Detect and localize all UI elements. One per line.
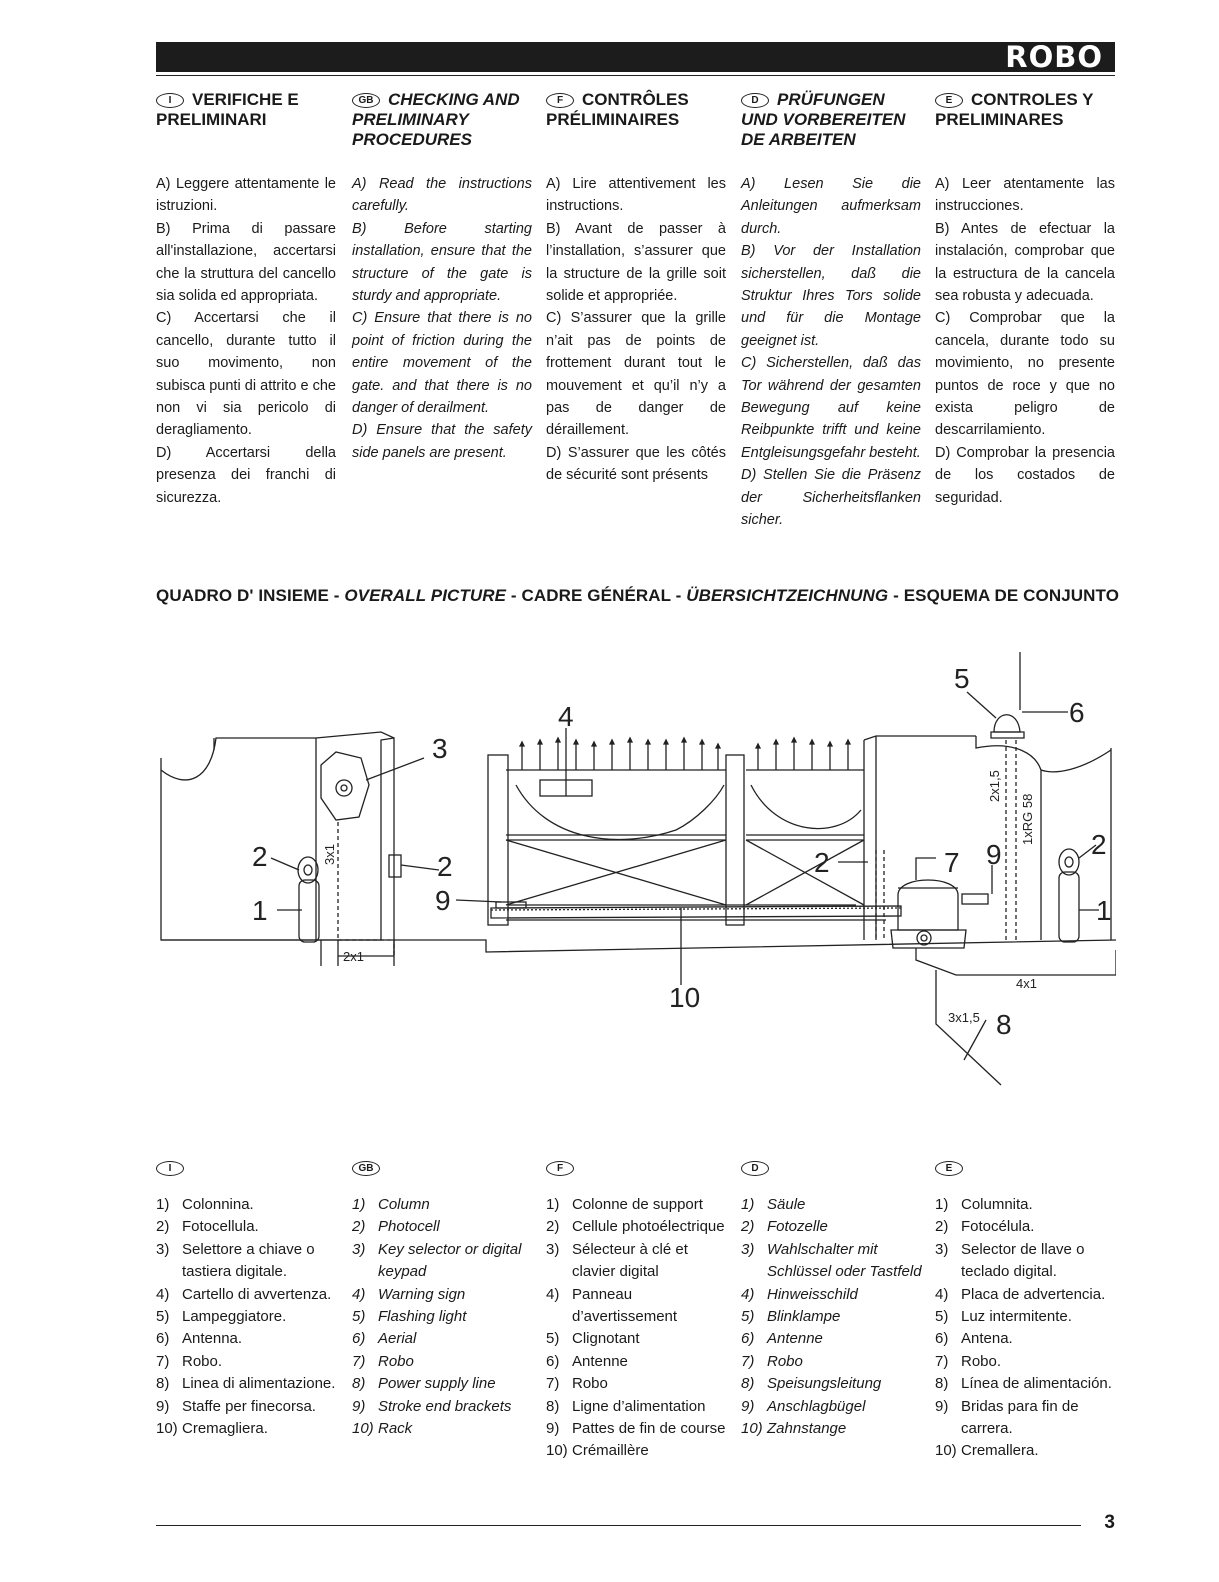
legend-item-number: 9) [741, 1397, 755, 1415]
column-right [1059, 872, 1079, 942]
legend-item-text: Stroke end brackets [378, 1397, 512, 1415]
paragraph: D) Accertarsi della presenza dei franchi di sicurezza. [156, 444, 336, 506]
legend-item-text: Crémaillère [572, 1442, 649, 1460]
callout-3: 3 [432, 733, 448, 764]
header-bar [156, 42, 1115, 72]
legend-item-text: Aerial [378, 1330, 417, 1348]
legend-item-number: 4) [935, 1285, 949, 1303]
legend-item-text: Lampeggiatore. [182, 1308, 287, 1326]
legend-item-text: Bridas para fin de carrera. [961, 1397, 1079, 1438]
column-heading-it [156, 90, 336, 130]
title-fr: CADRE GÉNÉRAL [521, 586, 671, 605]
legend-item-text: Key selector or digital keypad [378, 1240, 522, 1281]
legend-item [352, 1239, 532, 1284]
callout-2-left: 2 [252, 841, 268, 872]
legend-item-text: Antena. [961, 1330, 1013, 1348]
callout-10: 10 [669, 982, 701, 1013]
legend-item [156, 1216, 346, 1238]
legend-head-de [741, 1158, 769, 1176]
legend-item-text: Columnita. [961, 1196, 1033, 1213]
legend-item-number: 5) [741, 1308, 755, 1326]
title-gb: OVERALL PICTURE [344, 586, 507, 605]
legend-item-number: 4) [546, 1285, 560, 1303]
left-wall [161, 732, 394, 955]
callout-1-left: 1 [252, 895, 268, 926]
legend-item-text: Fotozelle [767, 1218, 828, 1236]
heading-text: CONTRÔLES PRÉLIMINAIRES [546, 90, 689, 129]
paragraph: B) Prima di passare all'installazione, accertarsi che la struttura del cancello sia solida ed appropriata. [156, 220, 336, 305]
callout-5: 5 [954, 663, 970, 694]
legend-item [741, 1351, 923, 1373]
legend-item-text: Photocell [378, 1218, 440, 1236]
legend-item-text: Rack [378, 1420, 413, 1438]
lang-badge-gb: GB [352, 1161, 380, 1176]
legend-item-text: Warning sign [378, 1285, 466, 1303]
paragraph: C) Comprobar que la cancela, durante todo su movimiento, no presente puntos de roce y que no exista peligro de descarrilamiento. [935, 310, 1115, 439]
key-icon [336, 780, 352, 796]
legend-item-text: Fotocélula. [961, 1218, 1035, 1236]
legend-item [156, 1418, 346, 1440]
callout-4: 4 [558, 701, 574, 732]
stroke-end-bracket-right [962, 894, 988, 904]
legend-item-number: 10) [741, 1420, 763, 1438]
legend-item [352, 1396, 532, 1418]
legend-item-number: 1) [935, 1196, 949, 1213]
legend-item-number: 9) [935, 1397, 949, 1415]
page-number: 3 [1104, 1512, 1115, 1533]
legend-item-text: Zahnstange [767, 1420, 847, 1438]
column-de [741, 90, 921, 150]
legend-item [741, 1194, 923, 1216]
column-gb [352, 90, 532, 150]
key-selector [321, 752, 369, 820]
legend-item-number: 2) [546, 1218, 560, 1236]
legend-item [352, 1373, 532, 1395]
legend-item [935, 1306, 1117, 1328]
legend-item [741, 1216, 923, 1238]
legend-item-number: 7) [156, 1352, 170, 1370]
legend-item-text: Column [378, 1196, 430, 1213]
legend-item-text: Colonnina. [182, 1196, 254, 1213]
title-sep: - [888, 586, 904, 605]
lang-badge-es: E [935, 93, 963, 108]
legend-item [935, 1194, 1117, 1216]
legend-item-number: 8) [156, 1375, 170, 1393]
legend-item-text: Robo. [182, 1352, 223, 1370]
legend-item-number: 4) [156, 1285, 170, 1303]
paragraph: B) Vor der Installation sicherstellen, daß die Struktur Ihres Tors solide und für die Montage geeignet ist. [741, 243, 921, 349]
title-sep: - [328, 586, 345, 605]
paragraph: D) Ensure that the safety side panels are present. [352, 422, 532, 461]
paragraph: B) Antes de efectuar la instalación, comprobar que la estructura de la cancela sea robusta y adecuada. [935, 220, 1115, 305]
heading-text: CHECKING AND PRELIMINARY PROCEDURES [352, 90, 520, 149]
legend-item-text: Linea di alimentazione. [182, 1375, 336, 1393]
heading-text: PRÜFUNGEN UND VORBEREITEN DE ARBEITEN [741, 90, 906, 149]
paragraph: A) Leer atentamente las instrucciones. [935, 176, 1115, 215]
legend-fr [546, 1194, 728, 1463]
legend-item [741, 1306, 923, 1328]
legend-item-number: 10) [935, 1442, 957, 1460]
legend-item-text: Clignotant [572, 1330, 640, 1348]
column-heading-de [741, 90, 921, 150]
legend-item [156, 1396, 346, 1418]
heading-text: VERIFICHE E PRELIMINARI [156, 90, 299, 129]
column-fr [546, 90, 726, 130]
legend-item [741, 1239, 923, 1284]
legend-item [546, 1351, 728, 1373]
legend-item [352, 1418, 532, 1440]
legend-it [156, 1194, 346, 1440]
cable-label-2x1: 2x1 [343, 949, 364, 964]
legend-item [935, 1396, 1117, 1441]
legend-item-number: 10) [546, 1442, 568, 1460]
lang-badge-fr: F [546, 1161, 574, 1176]
legend-item-number: 1) [741, 1196, 755, 1213]
footer-rule [156, 1525, 1081, 1526]
legend-item-number: 7) [352, 1352, 366, 1370]
legend-item-number: 4) [352, 1285, 366, 1303]
legend-item-number: 1) [546, 1196, 560, 1213]
legend-item-number: 3) [352, 1240, 366, 1258]
legend-item [352, 1216, 532, 1238]
paragraph: B) Before starting installation, ensure that the structure of the gate is sturdy and appropriate. [352, 220, 532, 305]
legend-item [935, 1373, 1117, 1395]
cable-routing [338, 740, 1016, 955]
legend-head-it [156, 1158, 184, 1176]
legend-item [935, 1440, 1117, 1462]
legend-item-text: Flashing light [378, 1308, 467, 1326]
legend-item-number: 5) [156, 1308, 170, 1326]
cable-label-2x15: 2x1,5 [987, 770, 1002, 802]
legend-item [352, 1284, 532, 1306]
legend-item-text: Cremagliera. [182, 1420, 268, 1438]
legend-item [741, 1373, 923, 1395]
legend-item-number: 7) [546, 1375, 560, 1393]
legend-item-text: Antenne [767, 1330, 823, 1348]
legend-item [546, 1418, 728, 1440]
legend-item-number: 2) [741, 1218, 755, 1236]
header-rule [156, 75, 1115, 76]
legend-item-number: 3) [156, 1240, 170, 1258]
legend-item-number: 3) [935, 1240, 949, 1258]
legend-item-number: 6) [741, 1330, 755, 1348]
legend-item-number: 7) [935, 1352, 949, 1370]
legend-item [935, 1328, 1117, 1350]
paragraph: D) Stellen Sie die Präsenz der Sicherheitsflanken sicher. [741, 467, 921, 529]
flashing-light [994, 715, 1020, 732]
legend-item [156, 1373, 346, 1395]
cable-label-3x1: 3x1 [322, 844, 337, 865]
paragraph: C) Sicherstellen, daß das Tor während der gesamten Bewegung auf keine Reibpunkte trifft und keine Entgleisungsgefahr besteht. [741, 355, 921, 461]
cable-label-rg58: 1xRG 58 [1020, 793, 1035, 845]
legend-item-number: 6) [546, 1352, 560, 1370]
lang-badge-it: I [156, 1161, 184, 1176]
legend-item-text: Selector de llave o teclado digital. [961, 1240, 1085, 1281]
cable-label-4x1: 4x1 [1016, 976, 1037, 991]
column-body-es [935, 173, 1115, 509]
legend-item-number: 4) [741, 1285, 755, 1303]
title-es: ESQUEMA DE CONJUNTO [903, 586, 1120, 605]
title-de: ÜBERSICHTZEICHNUNG [686, 586, 889, 605]
legend-item [935, 1239, 1117, 1284]
paragraph: D) S’assurer que les côtés de sécurité sont présents [546, 444, 726, 484]
legend-item [156, 1194, 346, 1216]
cable-label-3x15: 3x1,5 [948, 1010, 980, 1025]
paragraph: D) Comprobar la presencia de los costados de seguridad. [935, 444, 1115, 506]
legend-item [741, 1284, 923, 1306]
column-body-gb [352, 173, 532, 464]
legend-item [352, 1194, 532, 1216]
legend-item [546, 1373, 728, 1395]
lang-badge-it: I [156, 93, 184, 108]
legend-item [156, 1306, 346, 1328]
legend-item [741, 1418, 923, 1440]
legend-item-text: Speisungsleitung [767, 1375, 882, 1393]
legend-item-number: 9) [156, 1397, 170, 1415]
legend-item-number: 1) [352, 1196, 366, 1213]
photocell-wall [389, 855, 401, 877]
legend-item-number: 1) [156, 1196, 170, 1213]
callout-2-right: 2 [1091, 829, 1107, 860]
power-line [936, 970, 1001, 1085]
legend-item-number: 2) [352, 1218, 366, 1236]
column-es [935, 90, 1115, 130]
overall-picture-diagram [156, 640, 1116, 1100]
lang-badge-gb: GB [352, 93, 380, 108]
legend-item [156, 1328, 346, 1350]
legend-item-text: Selettore a chiave o tastiera digitale. [182, 1240, 315, 1281]
legend-item-text: Cremallera. [961, 1442, 1039, 1460]
legend-item-number: 6) [352, 1330, 366, 1348]
paragraph: A) Read the instructions carefully. [352, 176, 532, 215]
legend-item [935, 1351, 1117, 1373]
paragraph: B) Avant de passer à l’installation, s’assurer que la structure de la grille soit solide et appropriée. [546, 220, 726, 305]
legend-item [546, 1440, 728, 1462]
callout-7: 7 [944, 847, 960, 878]
section-title [156, 586, 1120, 606]
legend-head-gb [352, 1158, 380, 1176]
callout-1-right: 1 [1096, 895, 1112, 926]
legend-item-number: 3) [546, 1240, 560, 1258]
legend-item-number: 7) [741, 1352, 755, 1370]
legend-item-number: 5) [935, 1308, 949, 1326]
legend-item-text: Anschlagbügel [767, 1397, 866, 1415]
legend-item-text: Antenna. [182, 1330, 243, 1348]
legend-item [156, 1284, 346, 1306]
legend-item-number: 8) [741, 1375, 755, 1393]
legend-item [741, 1396, 923, 1418]
legend-gb [352, 1194, 532, 1440]
legend-item [546, 1328, 728, 1350]
legend-item-text: Robo [378, 1352, 414, 1370]
legend-item-text: Línea de alimentación. [961, 1375, 1112, 1393]
lang-badge-de: D [741, 1161, 769, 1176]
legend-item-text: Cellule photoélectrique [572, 1218, 725, 1236]
legend-es [935, 1194, 1117, 1463]
title-sep: - [670, 586, 687, 605]
paragraph: A) Lesen Sie die Anleitungen aufmerksam durch. [741, 176, 921, 237]
legend-item-text: Staffe per finecorsa. [182, 1397, 316, 1415]
column-heading-fr [546, 90, 726, 130]
legend-item [546, 1284, 728, 1329]
legend-item-number: 5) [352, 1308, 366, 1326]
legend-item [156, 1239, 346, 1284]
legend-item-text: Luz intermitente. [961, 1308, 1072, 1326]
legend-item-text: Robo [767, 1352, 803, 1370]
paragraph: C) Accertarsi che il cancello, durante tutto il suo movimento, non subisca punti di attrito e che non vi sia pericolo di deragliamento. [156, 310, 336, 439]
callout-9-right: 9 [986, 839, 1002, 870]
legend-item [935, 1284, 1117, 1306]
lang-badge-es: E [935, 1161, 963, 1176]
legend-item [741, 1328, 923, 1350]
paragraph: A) Leggere attentamente le istruzioni. [156, 176, 336, 215]
callout-9-left: 9 [435, 885, 451, 916]
legend-item-text: Pattes de fin de course [572, 1420, 726, 1438]
lang-badge-de: D [741, 93, 769, 108]
legend-item-number: 10) [156, 1420, 178, 1438]
paragraph: A) Lire attentivement les instructions. [546, 176, 726, 215]
legend-item [546, 1194, 728, 1216]
column-heading-gb [352, 90, 532, 150]
heading-text: CONTROLES Y PRELIMINARES [935, 90, 1094, 129]
legend-item-text: Wahlschalter mit Schlüssel oder Tastfeld [767, 1240, 922, 1281]
legend-item [352, 1351, 532, 1373]
legend-item-text: Placa de advertencia. [961, 1285, 1106, 1303]
legend-item-number: 8) [352, 1375, 366, 1393]
legend-item-number: 9) [546, 1420, 560, 1438]
legend-item [546, 1216, 728, 1238]
cable-4x1 [916, 948, 1116, 975]
column-it [156, 90, 336, 130]
legend-item-number: 6) [156, 1330, 170, 1348]
legend-item-text: Antenne [572, 1352, 628, 1370]
legend-item-text: Blinklampe [767, 1308, 841, 1326]
legend-item-text: Fotocellula. [182, 1218, 259, 1236]
legend-item-number: 3) [741, 1240, 755, 1258]
legend-item-text: Panneau d’avertissement [572, 1285, 678, 1326]
legend-item-number: 2) [935, 1218, 949, 1236]
legend-item-number: 8) [546, 1397, 560, 1415]
legend-item-text: Colonne de support [572, 1196, 703, 1213]
title-it: QUADRO D' INSIEME [156, 586, 329, 605]
legend-item-text: Power supply line [378, 1375, 496, 1393]
legend-item [546, 1396, 728, 1418]
legend-de [741, 1194, 923, 1440]
legend-item-text: Hinweisschild [767, 1285, 858, 1303]
photocell-right [1059, 849, 1079, 875]
legend-item [352, 1328, 532, 1350]
legend-item-number: 8) [935, 1375, 949, 1393]
legend-item-number: 6) [935, 1330, 949, 1348]
photocell-left [298, 857, 318, 883]
legend-item [156, 1351, 346, 1373]
legend-item [546, 1239, 728, 1284]
column-body-it [156, 173, 336, 509]
legend-item-text: Robo [572, 1375, 608, 1393]
legend-item-text: Sélecteur à clé et clavier digital [572, 1240, 688, 1281]
callout-2-wall: 2 [437, 851, 453, 882]
callout-6: 6 [1069, 697, 1085, 728]
callout-8: 8 [996, 1009, 1012, 1040]
lang-badge-fr: F [546, 93, 574, 108]
legend-item-text: Cartello di avvertenza. [182, 1285, 332, 1303]
legend-item-number: 9) [352, 1397, 366, 1415]
paragraph: C) Ensure that there is no point of friction during the entire movement of the gate. and that there is no danger of derailment. [352, 310, 532, 417]
brand-title: ROBO [1005, 40, 1103, 74]
legend-item [352, 1306, 532, 1328]
legend-item-number: 10) [352, 1420, 374, 1438]
legend-item-text: Säule [767, 1196, 806, 1213]
paragraph: C) S’assurer que la grille n’ait pas de points de frottement durant tout le mouvement et qu’il n’y a pas de danger de déraillement. [546, 310, 726, 439]
column-body-fr [546, 173, 726, 487]
callout-2-center: 2 [814, 847, 830, 878]
legend-item [935, 1216, 1117, 1238]
legend-head-fr [546, 1158, 574, 1176]
legend-item-number: 2) [156, 1218, 170, 1236]
legend-item-text: Robo. [961, 1352, 1002, 1370]
column-body-de [741, 173, 921, 532]
column-heading-es [935, 90, 1115, 130]
title-sep: - [506, 586, 522, 605]
legend-head-es [935, 1158, 963, 1176]
legend-item-text: Ligne d’alimentation [572, 1397, 706, 1415]
gate [488, 738, 886, 925]
legend-item-number: 5) [546, 1330, 560, 1348]
